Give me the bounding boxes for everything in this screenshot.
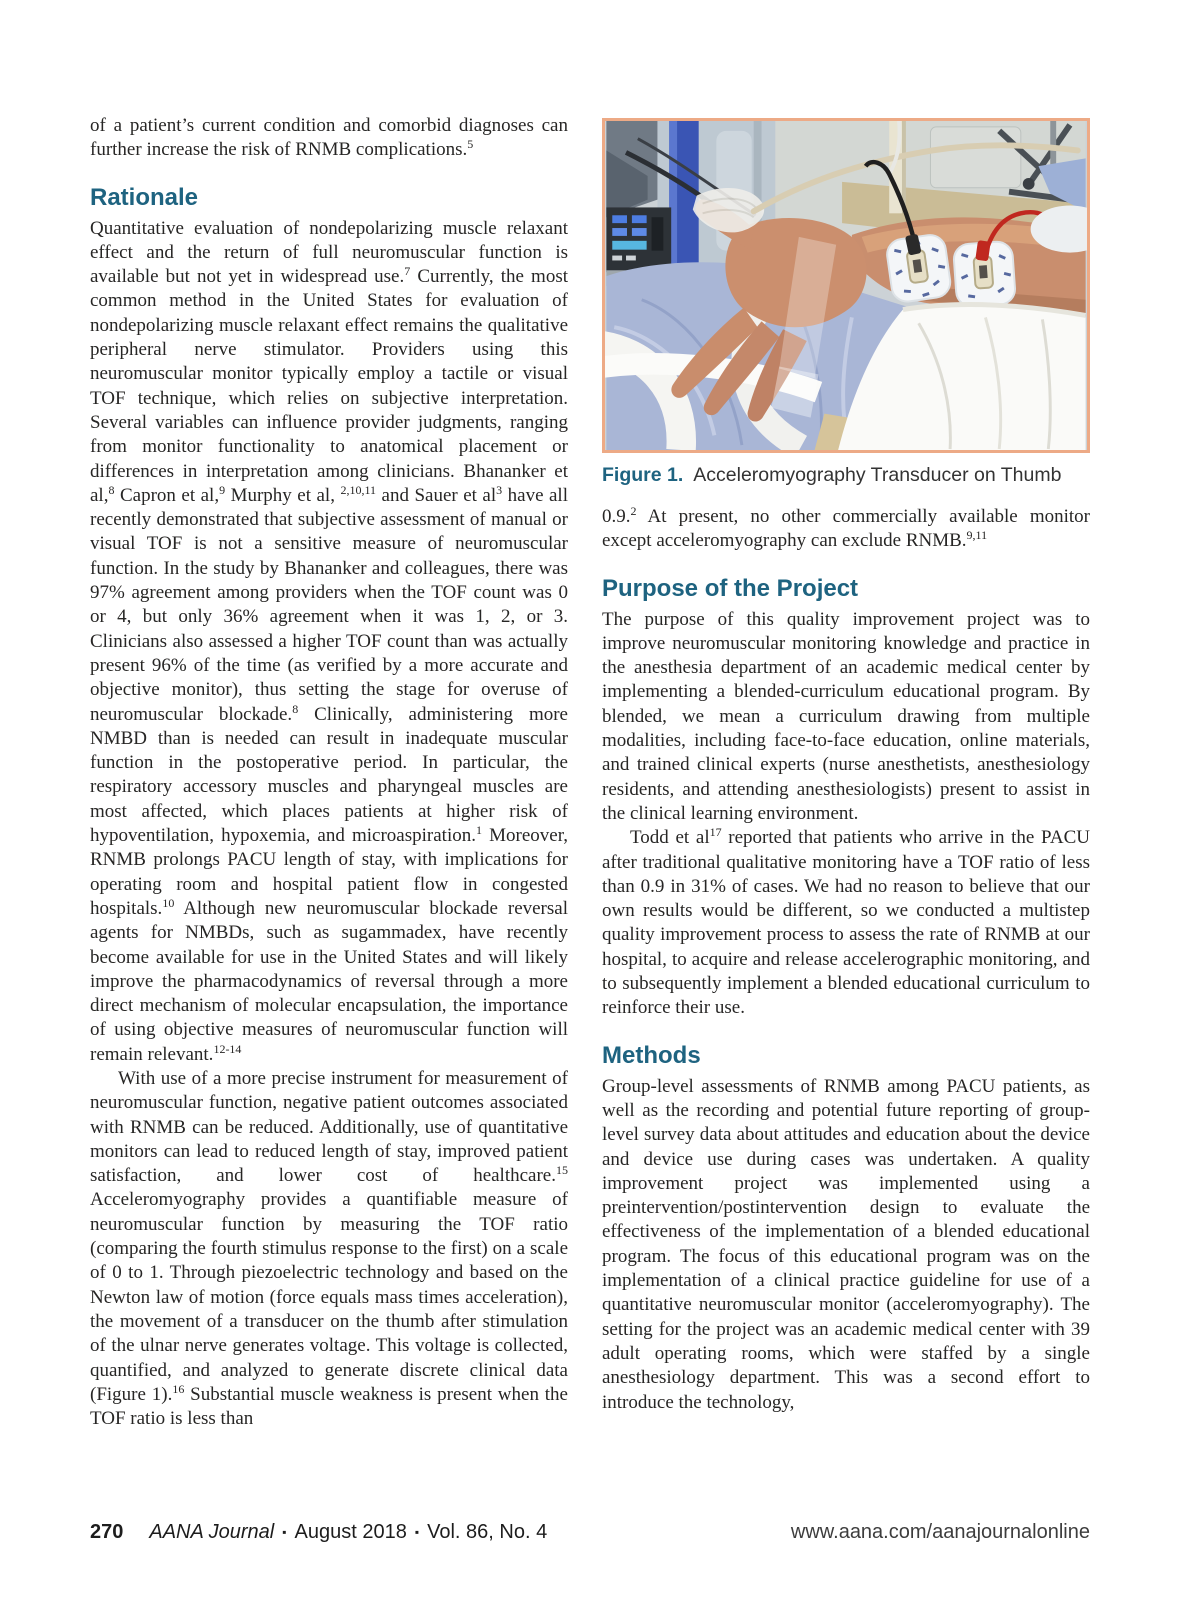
body-paragraph: With use of a more precise instrument for measurement of neuromuscular function, negative patient outcomes associated with RNMB can be reduced. Additionally, use of quantitative monitors can lead to reduced length of stay, improved patient satisfaction, and lower cost of healthcare.$^{15}$ Acceleromyography provides a quantifiable measure of neuromuscular function by measuring the TOF ratio (comparing the fourth stimulus response to the first) on a scale of 0 to 1. Through piezoelectric technology and based on the Newton law of motion (force equals mass times acceleration), the movement of a transducer on the thumb after stimulation of the ulnar nerve generates voltage. This voltage is collected, quantified, and analyzed to generate discrete clinical data (Figure 1).$^{16}$ Substantial muscle weakness is present when the TOF ratio is less than (90, 1067, 568, 1430)
body-paragraph: Todd et $al^{17}$ reported that patients who arrive in the PACU after traditional qualitative monitoring have a TOF ratio of less than 0.9 in 31% of cases. We had no reason to believe that our own results would be different, so we conducted a multistep quality improvement process to assess the rate of RNMB at our hospital, to acquire and release accelerographic monitoring, and to subsequently implement a blended educational curriculum to reinforce their use. (602, 825, 1090, 1019)
separator-square-icon: ▪ (282, 1525, 287, 1539)
monitor-display (606, 207, 671, 272)
page-footer (90, 1521, 1090, 1544)
right-column (602, 118, 1090, 1415)
figure-caption (602, 463, 1090, 488)
or-photo-illustration (605, 121, 1087, 450)
left-column-text (90, 114, 568, 1431)
issue-date: August 2018 (294, 1521, 407, 1543)
figure-label: Figure 1. (602, 464, 684, 486)
body-paragraph: 0.9.$^2$ At present, no other commercially available monitor except acceleromyography can exclude RNMB.$^{9,11}$ (602, 504, 1090, 552)
footer-citation (90, 1521, 547, 1544)
body-paragraph: Quantitative evaluation of nondepolarizing muscle relaxant effect and the return of full neuromuscular function is available but not yet in widespread use.$^7$ Currently, the most common method in the United States for evaluation of nondepolarizing muscle relaxant effect remains the qualitative peripheral nerve stimulator. Providers using this neuromuscular monitor typically employ a tactile or visual TOF technique, which relies on subjective interpretation. Several variables can influence provider judgments, ranging from monitor functionality to anatomical placement or differences in interpretation among clinicians. Bhananker et al,$^8$ Capron et al,$^9$ Murphy et al, $^{2,10,11}$ and Sauer et $al^3$ have all recently demonstrated that subjective assessment of manual or visual TOF is not a sensitive measure of neuromuscular function. In the study by Bhananker and colleagues, there was 97% agreement among providers when the TOF count was 0 or 4, but only 36% agreement when it was 1, 2, or 3. Clinicians also assessed a higher TOF count than was actually present 96% of the time (as verified by a more accurate and objective monitor), thus setting the stage for overuse of neuromuscular blockade.$^8$ Clinically, administering more NMBD than is needed can result in inadequate muscular function in the postoperative period. In particular, the respiratory accessory muscles and pharyngeal muscles are most affected, which places patients at higher risk of hypoventilation, hypoxemia, and microaspiration.$^1$ Moreover, RNMB prolongs PACU length of stay, with implications for operating room and hospital patient flow in congested hospitals.$^{10}$ Although new neuromuscular blockade reversal agents for NMBDs, such as sugammadex, have recently become available for use in the United States and will likely improve the pharmacodynamics of reversal through a more direct mechanism of molecular encapsulation, the importance of using objective measures of neuromuscular function will remain relevant.$^{12-14}$ (90, 217, 569, 1065)
right-column-text (602, 505, 1090, 1415)
section-heading: Purpose of the Project (602, 574, 859, 602)
volume-number: Vol. 86, No. 4 (427, 1521, 548, 1543)
figure-1 (602, 118, 1090, 488)
page-number: 270 (90, 1521, 124, 1543)
footer-website: www.aana.com/aanajournalonline (790, 1521, 1090, 1543)
body-paragraph: Group-level assessments of RNMB among PACU patients, as well as the recording and potential future reporting of group-level survey data about attitudes and education about the device and device use during cases was undertaken. A quality improvement project was implemented using a preintervention/postintervention design to evaluate the effectiveness of the implementation of a blended educational program. The focus of this educational program was on the implementation of a clinical practice guideline for use of a quantitative neuromuscular monitor (acceleromyography). The setting for the project was an academic medical center with 39 adult operating rooms, which were staffed by a single anesthesiology department. This was a second effort to introduce the technology, (602, 1075, 1090, 1413)
figure-photo (602, 118, 1090, 453)
body-paragraph: of a patient’s current condition and comorbid diagnoses can further increase the risk of RNMB complications.$^5$ (90, 115, 568, 161)
separator-square-icon: ▪ (414, 1525, 420, 1539)
journal-name: AANA Journal (149, 1521, 275, 1543)
section-heading: Rationale (90, 183, 199, 211)
section-heading: Methods (602, 1041, 701, 1069)
left-column (90, 114, 568, 1431)
body-paragraph: The purpose of this quality improvement project was to improve neuromuscular monitoring knowledge and practice in the anesthesia department of an academic medical center by implementing a blended-curriculum educational program. By blended, we mean a curriculum drawing from multiple modalities, including face-to-face education, online materials, and trained clinical experts (nurse anesthetists, anesthesiology residents, and attending anesthesiologists) present to assist in the clinical learning environment. (602, 608, 1090, 824)
figure-caption-text: Acceleromyography Transducer on Thumb (693, 464, 1062, 486)
